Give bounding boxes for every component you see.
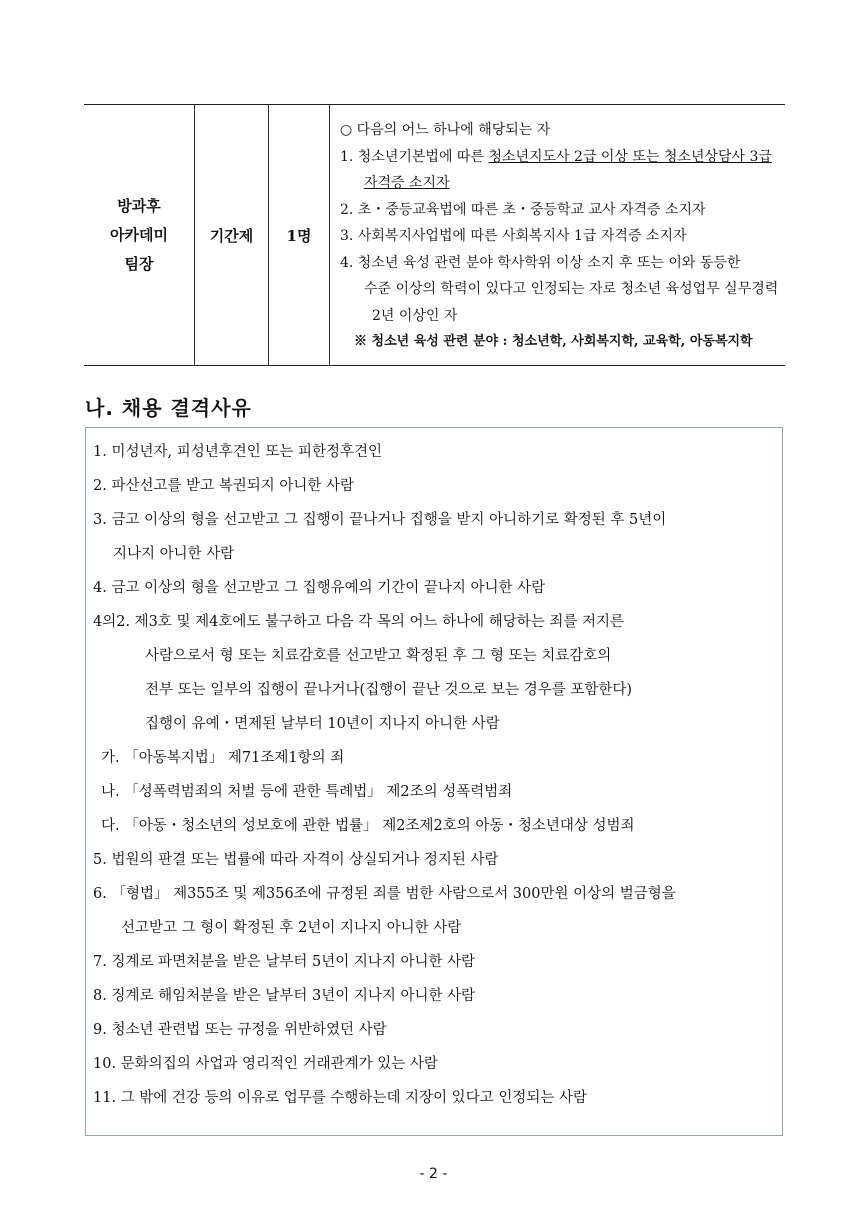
qualification-header: ○ 다음의 어느 하나에 해당되는 자 [340,122,551,138]
qualification-item-1-prefix: 1. 청소년기본법에 따른 [340,148,489,165]
disqualification-line: 4. 금고 이상의 형을 선고받고 그 집행유예의 기간이 끝나지 아니한 사람 [93,580,546,596]
qualification-item-2: 2. 초・중등교육법에 따른 초・중등학교 교사 자격증 소지자 [340,201,706,218]
disqualification-line: 선고받고 그 형이 확정된 후 2년이 지나지 아니한 사람 [121,920,462,936]
disqualification-line: 7. 징계로 파면처분을 받은 날부터 5년이 지나지 아니한 사람 [93,954,476,970]
disqualification-line: 4의2. 제3호 및 제4호에도 불구하고 다음 각 목의 어느 하나에 해당하는 죄를 저지른 [93,614,625,630]
disqualification-line: 3. 금고 이상의 형을 선고받고 그 집행이 끝나거나 집행을 받지 아니하기로 확정된 후 5년이 [93,512,667,528]
disqualification-line: 집행이 유예・면제된 날부터 10년이 지나지 아니한 사람 [145,716,500,732]
position-name-line: 아카데미 [110,225,168,244]
disqualification-line: 전부 또는 일부의 집행이 끝나거나(집행이 끝난 것으로 보는 경우를 포함한다) [145,682,633,698]
qualification-item-4-line-1: 4. 청소년 육성 관련 분야 학사학위 이상 소지 후 또는 이와 동등한 [340,254,741,271]
position-name-line: 방과후 [117,196,161,215]
page-number: - 2 - [419,1166,448,1182]
requirements-table [84,104,785,366]
disqualification-line: 사람으로서 형 또는 치료감호를 선고받고 확정된 후 그 형 또는 치료감호의 [145,648,612,664]
disqualification-subitem: 다. 「아동・청소년의 성보호에 관한 법률」 제2조제2호의 아동・청소년대상 성범죄 [101,818,635,834]
disqualification-line: 10. 문화의집의 사업과 영리적인 거래관계가 있는 사람 [93,1056,438,1072]
qualification-item-1-cont [340,170,785,197]
headcount-cell: 1명 [269,105,330,365]
position-name-cell [84,105,195,365]
disqualification-line: 11. 그 밖에 건강 등의 이유로 업무를 수행하는데 지장이 있다고 인정되는 사람 [93,1090,587,1106]
employment-type-cell: 기간제 [195,105,269,365]
disqualification-line: 1. 미성년자, 피성년후견인 또는 피한정후견인 [93,444,383,460]
qualification-item-1-cont-text: 자격증 소지자 [364,175,450,191]
qualification-item-4-line-2: 수준 이상의 학력이 있다고 인정되는 자로 청소년 육성업무 실무경력 [364,281,779,297]
qualifications-cell [330,105,785,365]
position-name-line: 팀장 [124,254,154,273]
disqualification-subitem: 가. 「아동복지법」 제71조제1항의 죄 [101,750,345,766]
disqualification-box [85,427,783,1136]
disqualification-line: 지나지 아니한 사람 [113,546,235,562]
qualification-note: ※ 청소년 육성 관련 분야 : 청소년학, 사회복지학, 교육학, 아동복지학 [354,334,753,349]
disqualification-line: 5. 법원의 판결 또는 법률에 따라 자격이 상실되거나 정지된 사람 [93,852,499,868]
disqualification-subitem: 나. 「성폭력범죄의 처벌 등에 관한 특례법」 제2조의 성폭력범죄 [101,784,513,800]
qualification-item-3: 3. 사회복지사업법에 따른 사회복지사 1급 자격증 소지자 [340,228,687,244]
qualification-item-4-line-3: 2년 이상인 자 [372,307,458,324]
qualification-item-1 [340,144,785,171]
disqualification-line: 9. 청소년 관련법 또는 규정을 위반하였던 사람 [93,1022,387,1038]
section-title: 나. 채용 결격사유 [85,396,252,420]
disqualification-line: 2. 파산선고를 받고 복권되지 아니한 사람 [93,478,354,494]
qualification-item-1-underlined: 청소년지도사 2급 이상 또는 청소년상담사 3급 [488,148,772,165]
disqualification-line: 6. 「형법」 제355조 및 제356조에 규정된 죄를 범한 사람으로서 300만원 이상의 벌금형을 [93,886,676,902]
disqualification-line: 8. 징계로 해임처분을 받은 날부터 3년이 지나지 아니한 사람 [93,988,476,1004]
